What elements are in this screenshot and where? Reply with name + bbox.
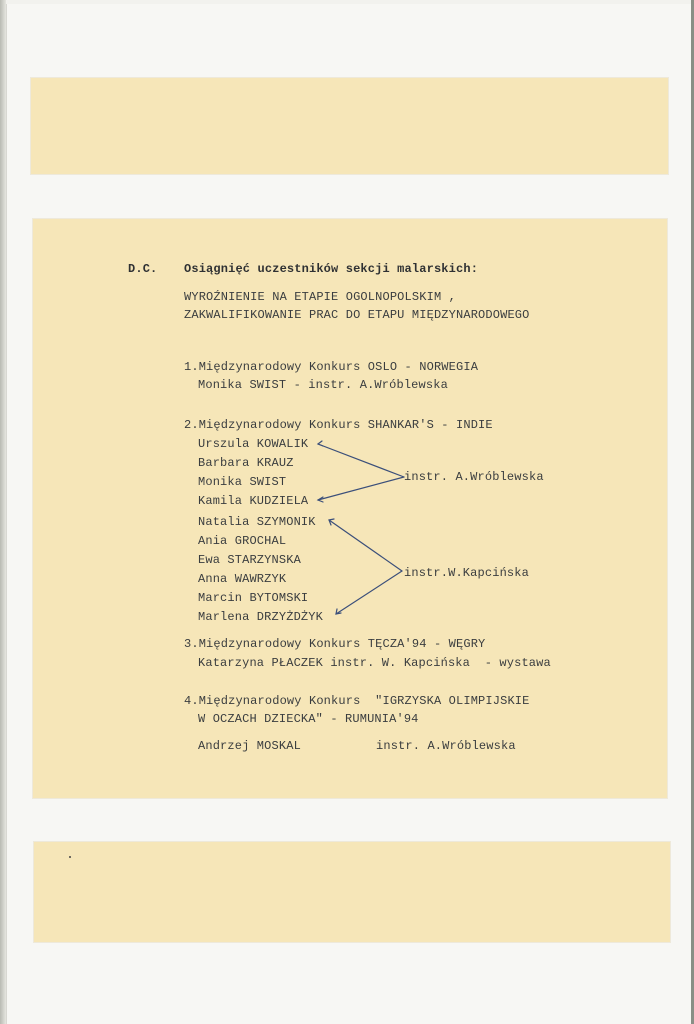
item-4-instructor: instr. A.Wróblewska bbox=[376, 739, 516, 753]
item-2-name: Anna WAWRZYK bbox=[198, 572, 287, 586]
item-4-title-line-2: W OCZACH DZIECKA" - RUMUNIA'94 bbox=[198, 712, 419, 726]
item-4-person: Andrzej MOSKAL bbox=[198, 739, 301, 753]
item-1-title: 1.Międzynarodowy Konkurs OSLO - NORWEGIA bbox=[184, 360, 479, 374]
item-2-instructor-a: instr. A.Wróblewska bbox=[404, 470, 544, 484]
item-2-name: Marlena DRZYŻDŻYK bbox=[198, 610, 323, 624]
bottom-paper-strip bbox=[34, 842, 670, 942]
item-2-name: Natalia SZYMONIK bbox=[198, 515, 316, 529]
binding-edge bbox=[0, 0, 6, 1024]
subheading-line-1: WYROŹNIENIE NA ETAPIE OGOLNOPOLSKIM , bbox=[184, 290, 456, 304]
item-2-name: Ewa STARZYNSKA bbox=[198, 553, 301, 567]
item-2-name: Monika SWIST bbox=[198, 475, 287, 489]
item-2-name: Kamila KUDZIELA bbox=[198, 494, 309, 508]
item-2-name: Urszula KOWALIK bbox=[198, 437, 309, 451]
item-3-line: Katarzyna PŁACZEK instr. W. Kapcińska - wystawa bbox=[198, 656, 551, 670]
item-2-name: Ania GROCHAL bbox=[198, 534, 287, 548]
section-heading: Osiągnięć uczestników sekcji malarskich: bbox=[184, 262, 479, 276]
item-2-name: Marcin BYTOMSKI bbox=[198, 591, 309, 605]
item-1-line: Monika SWIST - instr. A.Wróblewska bbox=[198, 378, 448, 392]
item-2-title: 2.Międzynarodowy Konkurs SHANKAR'S - INDIE bbox=[184, 418, 493, 432]
item-3-title: 3.Międzynarodowy Konkurs TĘCZA'94 - WĘGRY bbox=[184, 637, 486, 651]
paper-speck bbox=[69, 856, 71, 858]
top-paper-strip bbox=[31, 78, 668, 174]
subheading-line-2: ZAKWALIFIKOWANIE PRAC DO ETAPU MIĘDZYNARODOWEGO bbox=[184, 308, 530, 322]
section-code: D.C. bbox=[128, 262, 158, 276]
item-2-instructor-b: instr.W.Kapcińska bbox=[404, 566, 529, 580]
item-2-name: Barbara KRAUZ bbox=[198, 456, 294, 470]
item-4-title-line-1: 4.Międzynarodowy Konkurs "IGRZYSKA OLIMPIJSKIE bbox=[184, 694, 530, 708]
